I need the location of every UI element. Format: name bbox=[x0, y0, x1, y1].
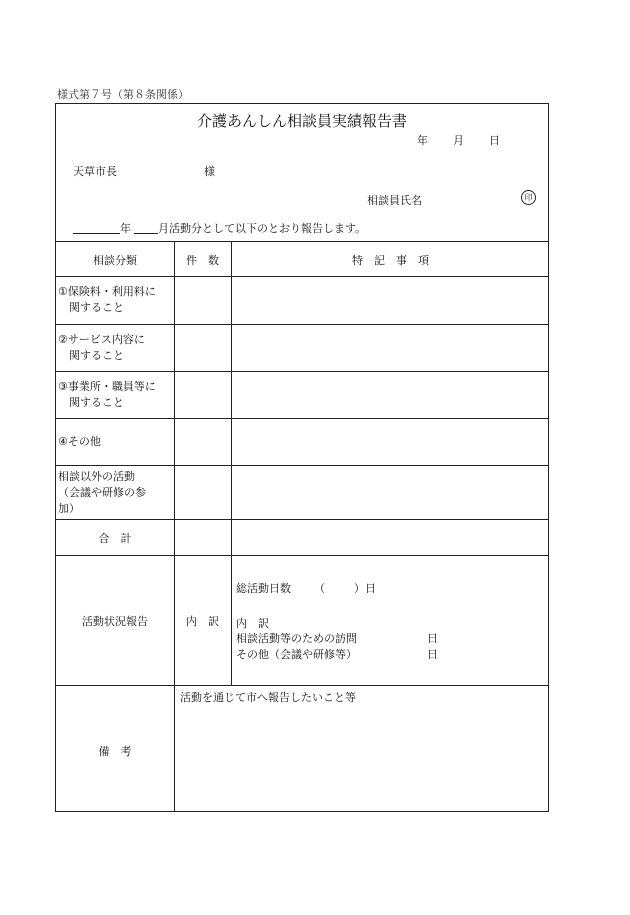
total-label: 合 計 bbox=[98, 532, 132, 545]
activity-report-label: 活動状況報告 bbox=[82, 615, 148, 628]
row-border bbox=[56, 418, 548, 419]
total-days-close: ）日 bbox=[354, 582, 376, 595]
breakdown-heading: 内 訳 bbox=[236, 617, 269, 630]
report-form bbox=[55, 103, 549, 812]
category-label: 関すること bbox=[58, 349, 124, 362]
row-border bbox=[56, 685, 548, 686]
category-row-4 bbox=[58, 434, 101, 450]
other-activity-line: 相談以外の活動 bbox=[58, 470, 135, 483]
column-divider bbox=[231, 241, 232, 685]
period-year-label: 年 bbox=[120, 222, 131, 235]
form-number: 様式第７号（第８条関係） bbox=[57, 88, 189, 101]
date-year-label: 年 bbox=[417, 134, 428, 147]
form-title: 介護あんしん相談員実績報告書 bbox=[196, 112, 407, 130]
row-border bbox=[56, 324, 548, 325]
other-days-label: その他（会議や研修等） bbox=[236, 648, 357, 661]
category-label: ②サービス内容に bbox=[58, 333, 145, 346]
remarks-label: 備 考 bbox=[98, 745, 132, 758]
row-border bbox=[56, 371, 548, 372]
total-days-label: 総活動日数 bbox=[236, 582, 291, 595]
period-text: 月活動分として以下のとおり報告します。 bbox=[158, 222, 367, 235]
header-count: 件 数 bbox=[186, 254, 219, 267]
counselor-name-label: 相談員氏名 bbox=[367, 194, 422, 207]
visits-label: 相談活動等のための訪問 bbox=[236, 632, 357, 645]
visits-unit: 日 bbox=[427, 632, 438, 645]
total-days-open: （ bbox=[314, 582, 325, 595]
addressee-mayor: 天草市長 bbox=[73, 165, 117, 178]
row-border bbox=[56, 519, 548, 520]
other-days-unit: 日 bbox=[427, 648, 438, 661]
other-activity-label bbox=[58, 469, 146, 517]
other-activity-line: （会議や研修の参 bbox=[58, 486, 146, 499]
category-row-1 bbox=[58, 284, 156, 316]
year-blank-line bbox=[73, 233, 120, 234]
category-label: ①保険料・利用料に bbox=[58, 285, 156, 298]
category-label: 関すること bbox=[58, 301, 124, 314]
category-row-3 bbox=[58, 379, 156, 411]
table-top-border bbox=[56, 241, 548, 242]
category-label: ④その他 bbox=[58, 435, 101, 448]
breakdown-label: 内 訳 bbox=[186, 615, 219, 628]
header-row-border bbox=[56, 276, 548, 277]
header-category: 相談分類 bbox=[93, 254, 137, 267]
category-label: ③事業所・職員等に bbox=[58, 380, 156, 393]
category-row-2 bbox=[58, 332, 145, 364]
remarks-hint: 活動を通じて市へ報告したいこと等 bbox=[180, 691, 356, 704]
addressee-honorific: 様 bbox=[204, 165, 215, 178]
date-day-label: 日 bbox=[489, 134, 500, 147]
date-month-label: 月 bbox=[453, 134, 464, 147]
other-activity-line: 加） bbox=[58, 502, 80, 515]
row-border bbox=[56, 465, 548, 466]
header-notes: 特 記 事 項 bbox=[352, 254, 429, 267]
month-blank-line bbox=[134, 233, 158, 234]
category-label: 関すること bbox=[58, 396, 124, 409]
column-divider bbox=[174, 241, 175, 812]
seal-icon: 印 bbox=[521, 190, 536, 205]
row-border bbox=[56, 555, 548, 556]
